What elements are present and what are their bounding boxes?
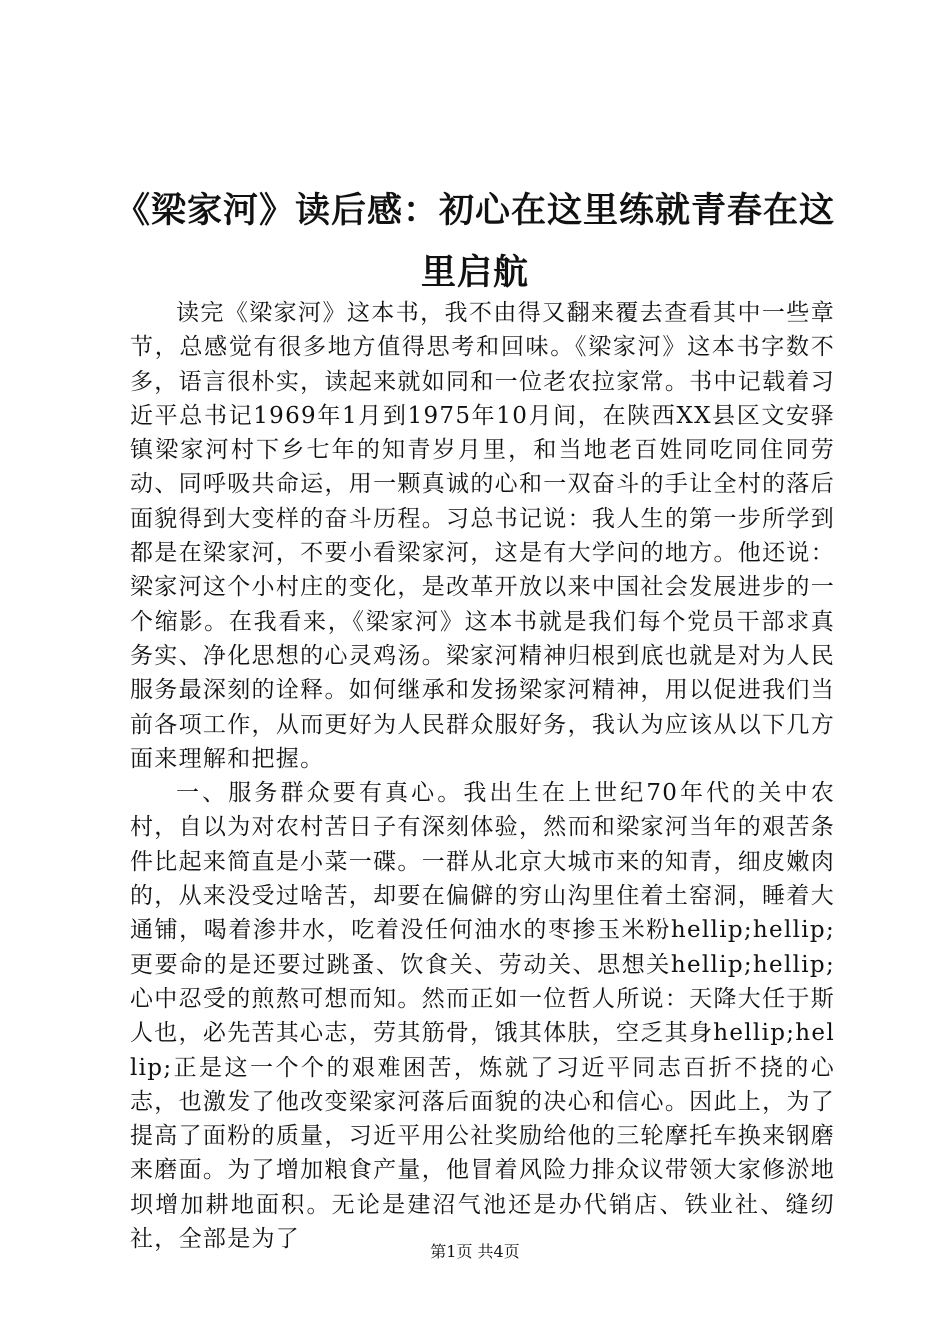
document-body: [130, 296, 835, 1256]
paragraph-section-one: 一、服务群众要有真心。我出生在上世纪70年代的关中农村，自以为对农村苦日子有深刻体验，然而和梁家河当年的艰苦条件比起来简直是小菜一碟。一群从北京大城市来的知青，细皮嫩肉的，从来没受过啥苦，却要在偏僻的穷山沟里住着土窑洞，睡着大通铺，喝着渗井水，吃着没任何油水的枣掺玉米粉hellip;hellip;更要命的是还要过跳蚤、饮食关、劳动关、思想关hellip;hellip;心中忍受的煎熬可想而知。然而正如一位哲人所说：天降大任于斯人也，必先苦其心志，劳其筋骨，饿其体肤，空乏其身hellip;hellip;正是这一个个的艰难困苦，炼就了习近平同志百折不挠的心志，也激发了他改变梁家河落后面貌的决心和信心。因此上，为了提高了面粉的质量，习近平用公社奖励给他的三轮摩托车换来钢磨来磨面。为了增加粮食产量，他冒着风险力排众议带领大家修淤地坝增加耕地面积。无论是建沼气池还是办代销店、铁业社、缝纫社，全部是为了: [130, 780, 835, 1253]
page-footer: 第1页 共4页: [430, 1242, 520, 1261]
document-title: 《梁家河》读后感：初心在这里练就青春在这里启航: [114, 190, 835, 293]
paragraph-intro: 读完《梁家河》这本书，我不由得又翻来覆去查看其中一些章节，总感觉有很多地方值得思考和回味。《梁家河》这本书字数不多，语言很朴实，读起来就如同和一位老农拉家常。书中记载着习近平总书记1969年1月到1975年10月间，在陕西XX县区文安驿镇梁家河村下乡七年的知青岁月里，和当地老百姓同吃同住同劳动、同呼吸共命运，用一颗真诚的心和一双奋斗的手让全村的落后面貌得到大变样的奋斗历程。习总书记说：我人生的第一步所学到都是在梁家河，不要小看梁家河，这是有大学问的地方。他还说：梁家河这个小村庄的变化，是改革开放以来中国社会发展进步的一个缩影。在我看来，《梁家河》这本书就是我们每个党员干部求真务实、净化思想的心灵鸡汤。梁家河精神归根到底也就是对为人民服务最深刻的诠释。如何继承和发扬梁家河精神，用以促进我们当前各项工作，从而更好为人民群众服好务，我认为应该从以下几方面来理解和把握。: [130, 300, 835, 772]
